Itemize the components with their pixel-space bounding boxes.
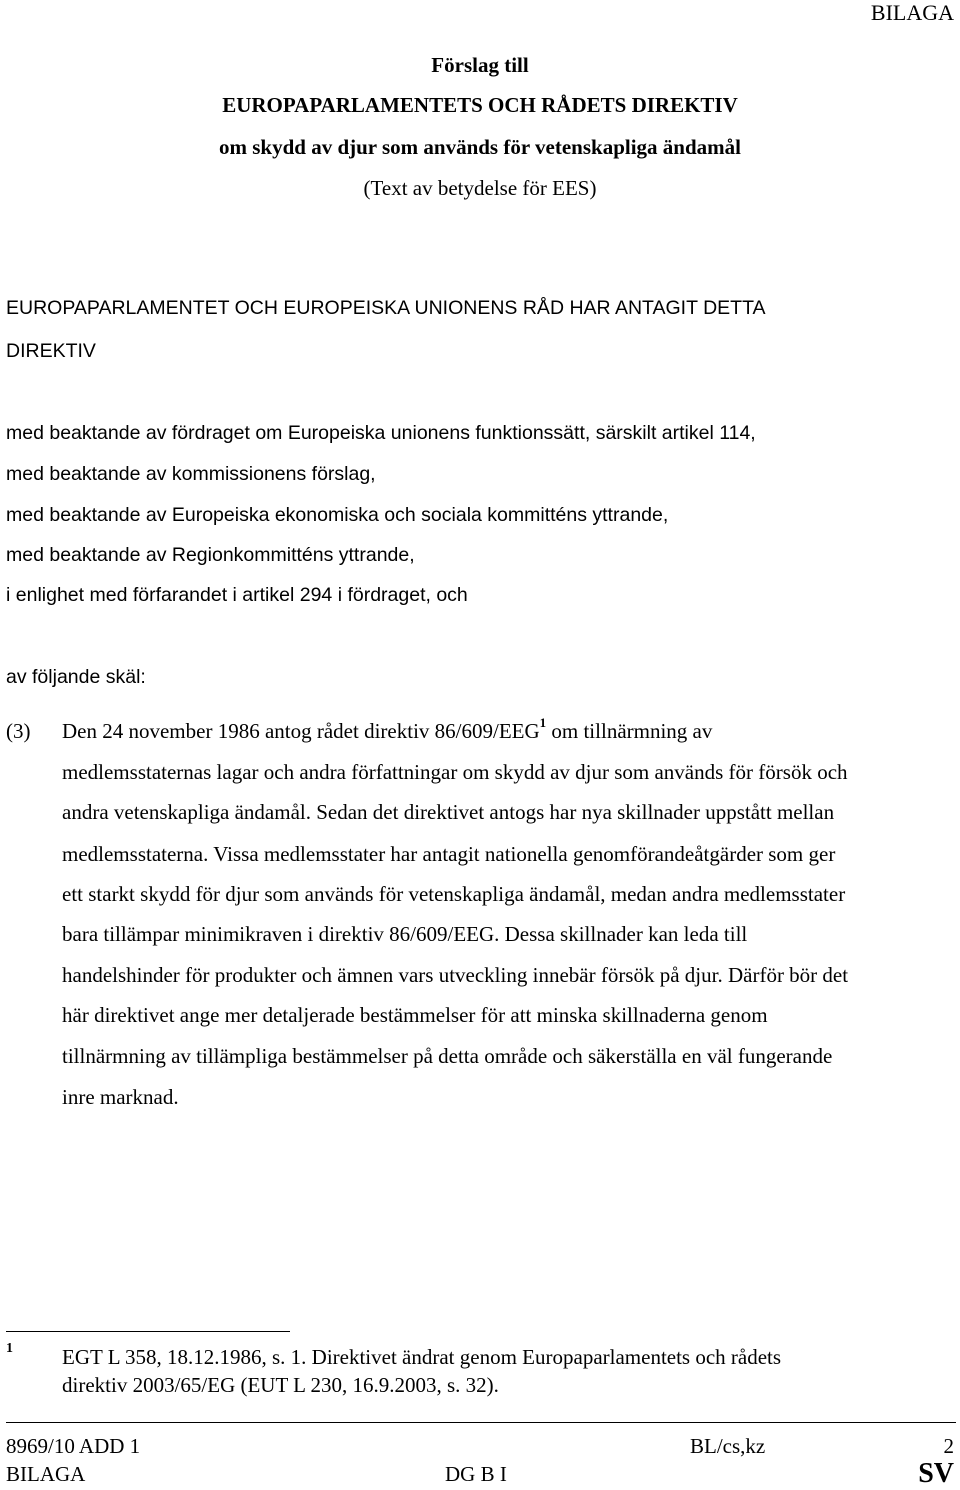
annex-label-header: BILAGA	[870, 0, 954, 25]
recital-line: ett starkt skydd för djur som används för vetenskapliga ändamål, medan andra medlemsstater	[62, 882, 846, 906]
recital-text: om tillnärmning av	[546, 719, 713, 743]
recital-first-line	[62, 715, 713, 744]
recital-line: medlemsstaterna. Vissa medlemsstater har antagit nationella genomförandeåtgärder som ger	[62, 842, 836, 866]
title-eea-relevance: (Text av betydelse för EES)	[363, 176, 597, 200]
reasons-intro: av följande skäl:	[6, 666, 146, 688]
citation: med beaktande av Regionkommitténs yttrande,	[6, 544, 415, 566]
title-proposal: Förslag till	[431, 53, 529, 77]
footer-annex-label: BILAGA	[6, 1462, 86, 1486]
footer-initials: BL/cs,kz	[690, 1434, 766, 1458]
recital-line: här direktivet ange mer detaljerade bestämmelser för att minska skillnaderna genom	[62, 1003, 768, 1027]
footer-language-code: SV	[918, 1458, 954, 1489]
recital-text: Den 24 november 1986 antog rådet direktiv 86/609/EEG	[62, 719, 540, 743]
title-subject: om skydd av djur som används för vetenskapliga ändamål	[218, 135, 741, 159]
footer-separator	[6, 1422, 956, 1423]
preamble-heading-line1: EUROPAPARLAMENTET OCH EUROPEISKA UNIONENS RÅD HAR ANTAGIT DETTA	[6, 297, 766, 319]
footer-document-reference: 8969/10 ADD 1	[6, 1434, 141, 1458]
footnote-reference[interactable]: 1	[539, 715, 547, 730]
citation: med beaktande av fördraget om Europeiska unionens funktionssätt, särskilt artikel 114,	[6, 422, 756, 444]
footnote-text-line1: EGT L 358, 18.12.1986, s. 1. Direktivet ändrat genom Europaparlamentets och rådets	[62, 1345, 782, 1369]
footnote-text-line2: direktiv 2003/65/EG (EUT L 230, 16.9.2003, s. 32).	[62, 1373, 499, 1397]
footnote-separator	[6, 1331, 290, 1332]
recital-line: andra vetenskapliga ändamål. Sedan det direktivet antogs har nya skillnader uppstått mellan	[62, 800, 835, 824]
recital-line: bara tillämpar minimikraven i direktiv 86/609/EEG. Dessa skillnader kan leda till	[62, 922, 748, 946]
preamble-heading-line2: DIREKTIV	[6, 340, 96, 362]
footnote-number: 1	[6, 1341, 13, 1356]
footer-department: DG B I	[445, 1462, 507, 1486]
recital-line: tillnärmning av tillämpliga bestämmelser på detta område och säkerställa en väl fungerande	[62, 1044, 833, 1068]
footer-page-number: 2	[943, 1434, 954, 1458]
citation: i enlighet med förfarandet i artikel 294 i fördraget, och	[6, 584, 468, 606]
recital-number: (3)	[6, 719, 31, 743]
citation: med beaktande av Europeiska ekonomiska och sociala kommitténs yttrande,	[6, 504, 669, 526]
title-directive: EUROPAPARLAMENTETS OCH RÅDETS DIREKTIV	[222, 93, 738, 117]
recital-line: medlemsstaternas lagar och andra författningar om skydd av djur som används för försök och	[62, 760, 848, 784]
recital-line: handelshinder för produkter och ämnen vars utveckling innebär försök på djur. Därför bör det	[62, 963, 849, 987]
recital-line: inre marknad.	[62, 1085, 179, 1109]
citation: med beaktande av kommissionens förslag,	[6, 463, 376, 485]
